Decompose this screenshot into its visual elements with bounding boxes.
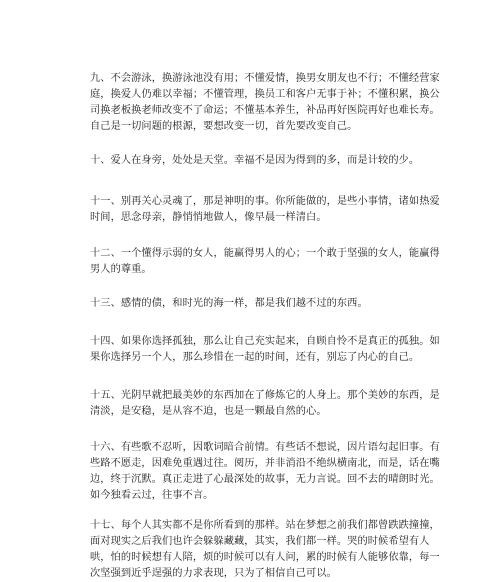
paragraph-17: 十七、每个人其实都不是你所看到的那样。站在梦想之前我们都曾跌跌撞撞，面对现实之后我们也许会躲躲藏藏，其实，我们都一样。哭的时候希望有人哄，怕的时候想有人陪，烦的时候可以有人问，累的时候有人能够依靠，每一次坚强到近乎逞强的力求表现，只为了相信自己可以。	[90, 520, 440, 579]
paragraph-16: 十六、有些歌不忍听，因歌词暗合前情。有些话不想说，因片语勾起旧事。有些路不愿走，因难免重遇过往。阅历，并非消沿不绝纵横南北，而是，话在嘴边，终于沉默。真正走进了心最深处的故事，无力言说。回不去的晴朗时光。如今独看云过，往事不言。	[90, 442, 440, 501]
paragraph-11: 十一、别再关心灵魂了，那是神明的事。你所能做的，是些小事情，诸如热爱时间，思念母亲，静悄悄地做人，像早晨一样清白。	[90, 196, 440, 223]
paragraph-13: 十三、感情的债，和时光的海一样，都是我们越不过的东西。	[90, 298, 368, 309]
paragraph-10: 十、爱人在身旁，处处是天堂。幸福不是因为得到的多，而是计较的少。	[90, 155, 420, 166]
paragraph-9: 九、不会游泳，换游泳池没有用；不懂爱情，换男女朋友也不行；不懂经营家庭，换爱人仍难以幸福；不懂管理，换员工和客户无事于补；不懂积累，换公司换老板换老师改变不了命运；不懂基本养生，补品再好医院再好也难长寿。自己是一切问题的根源，要想改变一切，首先要改变自己。	[90, 73, 440, 132]
paragraph-14: 十四、如果你选择孤独，那么让自己充实起来，自顾自怜不是真正的孤独。如果你选择另一个人，那么珍惜在一起的时间，还有，别忘了内心的自己。	[90, 336, 440, 363]
paragraph-15: 十五、光阴早就把最美妙的东西加在了修炼它的人身上。那个美妙的东西，是清淡，是安稳，是从容不迫，也是一颗最自然的心。	[90, 390, 440, 417]
paragraph-12: 十二、一个懂得示弱的女人，能赢得男人的心；一个敢于坚强的女人，能赢得男人的尊重。	[90, 248, 440, 275]
